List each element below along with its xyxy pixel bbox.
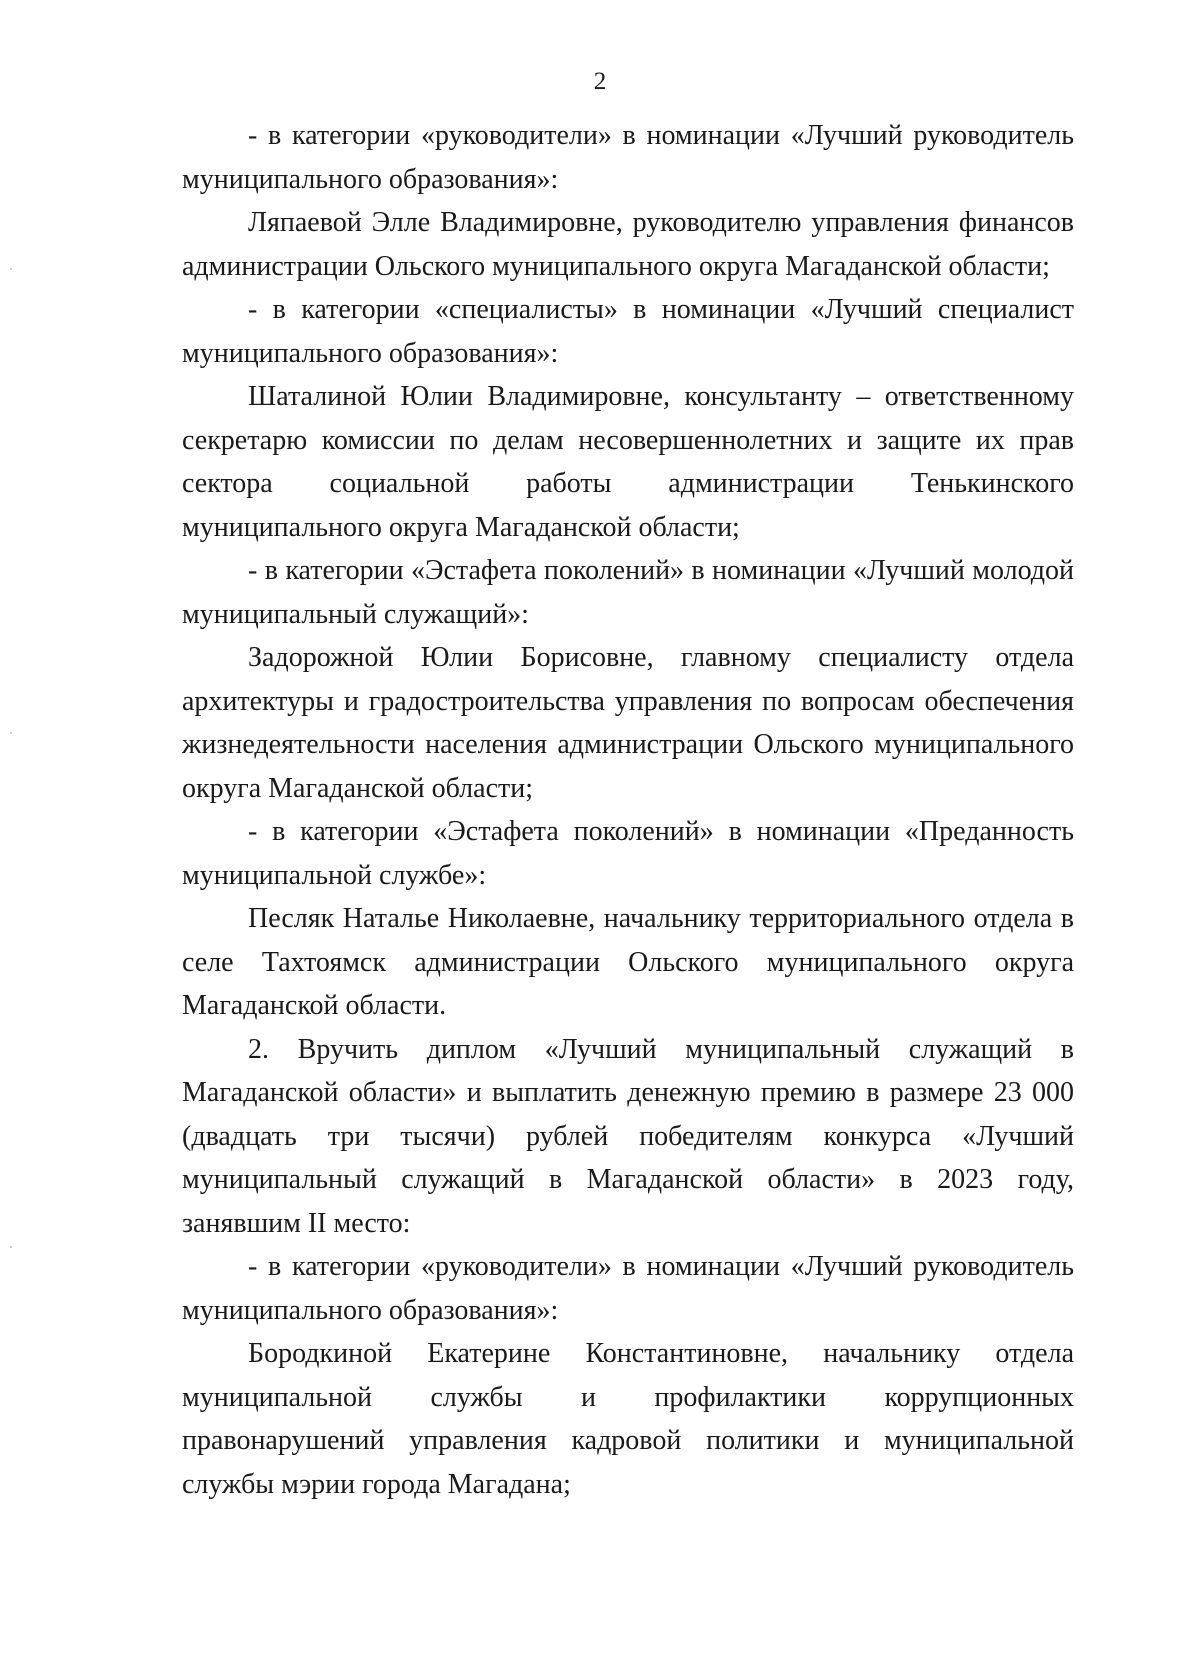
scan-artifact <box>10 732 12 734</box>
paragraph-item-2-second-place: 2. Вручить диплом «Лучший муниципальный служащий в Магаданской области» и выплатить денежную премию в размере 23 000 (двадцать три тысячи) рублей победителям конкурса «Лучший муниципальный служащий в Магаданской области» в 2023 году, занявшим II место: <box>182 1033 1074 1239</box>
paragraph-nomination-best-young-employee: - в категории «Эстафета поколений» в номинации «Лучший молодой муниципальный служащий»: <box>182 555 1074 630</box>
paragraph-nomination-best-leader: - в категории «руководители» в номинации «Лучший руководитель муниципального образования»: <box>182 120 1074 195</box>
scan-artifact <box>10 1246 12 1248</box>
paragraph-winner-lyapaeva: Ляпаевой Элле Владимировне, руководителю управления финансов администрации Ольского муниципального округа Магаданской области; <box>182 207 1074 282</box>
paragraph-winner-shatalina: Шаталиной Юлии Владимировне, консультанту – ответственному секретарю комиссии по делам несовершеннолетних и защите их прав сектора социальной работы администрации Тенькинского муниципального округа Магаданской области; <box>182 381 1074 543</box>
paragraph-nomination-best-leader-second: - в категории «руководители» в номинации «Лучший руководитель муниципального образования»: <box>182 1251 1074 1326</box>
paragraph-nomination-best-specialist: - в категории «специалисты» в номинации «Лучший специалист муниципального образования»: <box>182 294 1074 369</box>
page-number: 2 <box>593 68 607 95</box>
paragraph-nomination-devotion: - в категории «Эстафета поколений» в номинации «Преданность муниципальной службе»: <box>182 816 1074 891</box>
paragraph-winner-peslyak: Песляк Наталье Николаевне, начальнику территориального отдела в селе Тахтоямск администрации Ольского муниципального округа Магаданской области. <box>182 903 1074 1021</box>
document-body <box>182 114 1074 1506</box>
paragraph-winner-zadorozhnaya: Задорожной Юлии Борисовне, главному специалисту отдела архитектуры и градостроительства управления по вопросам обеспечения жизнедеятельности населения администрации Ольского муниципального округа Магаданской области; <box>182 642 1074 804</box>
paragraph-winner-borodkina: Бородкиной Екатерине Константиновне, начальнику отдела муниципальной службы и профилактики коррупционных правонарушений управления кадровой политики и муниципальной службы мэрии города Магадана; <box>182 1338 1074 1500</box>
scan-artifact <box>10 268 12 270</box>
